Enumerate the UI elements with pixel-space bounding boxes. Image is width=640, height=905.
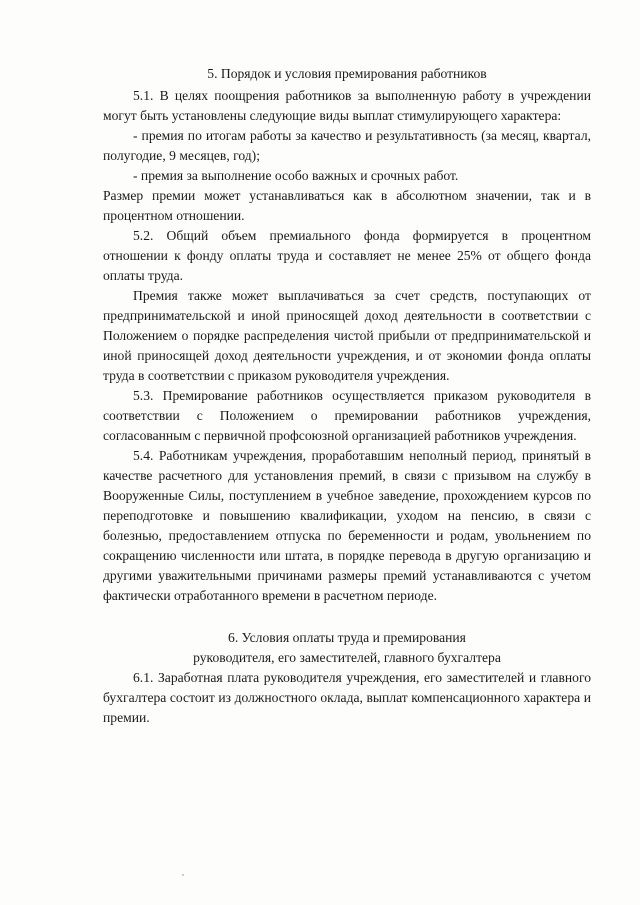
document-body xyxy=(103,64,591,728)
bonus-item-quality: - премия по итогам работы за качество и результативность (за месяц, квартал, полугодие, 9 месяцев, год); xyxy=(103,128,591,163)
paragraph-5-1: 5.1. В целях поощрения работников за выполненную работу в учреждении могут быть установлены следующие виды выплат стимулирующего характера: xyxy=(103,88,591,123)
paragraph-5-3: 5.3. Премирование работников осуществляется приказом руководителя в соответствии с Положением о премировании работников учреждения, согласованным с первичной профсоюзной организацией работников учреждения. xyxy=(103,388,591,443)
section-6-heading-line-2: руководителя, его заместителей, главного бухгалтера xyxy=(193,650,501,665)
section-6-heading-line-1: 6. Условия оплаты труда и премирования xyxy=(228,630,466,645)
scan-speck xyxy=(182,874,184,876)
bonus-item-urgent: - премия за выполнение особо важных и срочных работ. xyxy=(133,168,459,183)
section-5-heading: 5. Порядок и условия премирования работников xyxy=(207,66,487,81)
paragraph-bonus-size: Размер премии может устанавливаться как в абсолютном значении, так и в процентном отношении. xyxy=(103,188,591,223)
paragraph-5-4: 5.4. Работникам учреждения, проработавшим неполный период, принятый в качестве расчетного для установления премий, в связи с призывом на службу в Вооруженные Силы, поступлением в учебное заведение, прохождением курсов по переподготовке и повышению квалификации, уходом на пенсию, в связи с болезнью, предоставлением отпуска по беременности и родам, увольнением по сокращению численности или штата, в порядке перевода в другую организацию и другими уважительными причинами размеры премий устанавливаются с учетом фактически отработанного времени в расчетном периоде. xyxy=(103,448,591,603)
paragraph-6-1: 6.1. Заработная плата руководителя учреждения, его заместителей и главного бухгалтера состоит из должностного оклада, выплат компенсационного характера и премии. xyxy=(103,670,591,725)
paragraph-5-2: 5.2. Общий объем премиального фонда формируется в процентном отношении к фонду оплаты труда и составляет не менее 25% от общего фонда оплаты труда. xyxy=(103,228,591,283)
paragraph-bonus-funding: Премия также может выплачиваться за счет средств, поступающих от предпринимательской и иной приносящей доход деятельности в соответствии с Положением о порядке распределения чистой прибыли от предпринимательской и иной приносящей доход деятельности учреждения, и от экономии фонда оплаты труда в соответствии с приказом руководителя учреждения. xyxy=(103,288,591,383)
